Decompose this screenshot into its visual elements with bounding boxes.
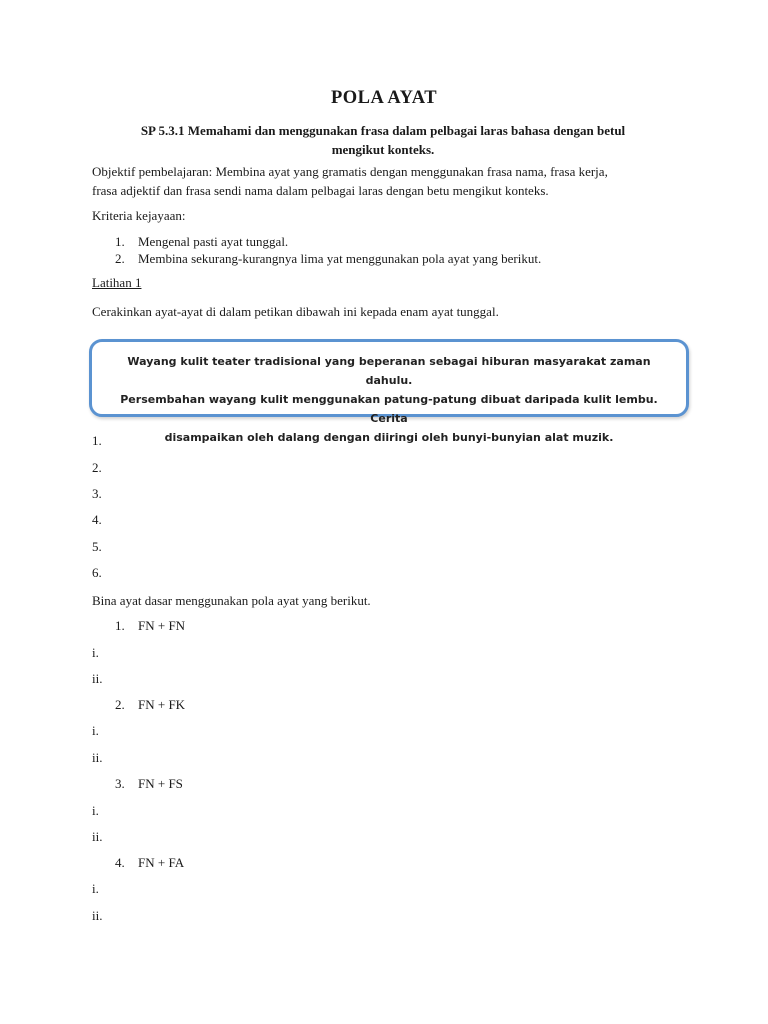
roman-numeral: i.	[92, 881, 99, 896]
roman-numeral: i.	[92, 645, 99, 660]
answer-line-number: 2.	[92, 460, 102, 475]
passage-text	[110, 352, 668, 447]
roman-numeral: i.	[92, 803, 99, 818]
roman-numeral: ii.	[92, 908, 103, 923]
sp-line-2: mengikut konteks.	[331, 142, 435, 157]
roman-numeral: i.	[92, 723, 99, 738]
instruction-bina-ayat: Bina ayat dasar menggunakan pola ayat yang berikut.	[92, 593, 371, 608]
passage-box	[89, 339, 689, 444]
pattern-number: 3.	[115, 776, 125, 791]
criteria-text: Membina sekurang-kurangnya lima yat menggunakan pola ayat yang berikut.	[138, 251, 542, 266]
pattern-label: FN + FS	[138, 776, 183, 791]
roman-numeral: ii.	[92, 829, 103, 844]
sp-line-1: SP 5.3.1 Memahami dan menggunakan frasa dalam pelbagai laras bahasa dengan betul	[140, 123, 626, 138]
criteria-text: Mengenal pasti ayat tunggal.	[138, 234, 289, 249]
kriteria-label: Kriteria kejayaan:	[92, 208, 186, 223]
answer-line-number: 1.	[92, 433, 102, 448]
pattern-label: FN + FK	[138, 697, 186, 712]
criteria-number: 2.	[115, 251, 125, 266]
pattern-label: FN + FA	[138, 855, 185, 870]
pattern-item	[115, 776, 183, 792]
criteria-number: 1.	[115, 234, 125, 249]
answer-line-number: 3.	[92, 486, 102, 501]
pattern-number: 4.	[115, 855, 125, 870]
roman-numeral: ii.	[92, 671, 103, 686]
objektif-line-2: frasa adjektif dan frasa sendi nama dalam pelbagai laras dengan betu mengikut konteks.	[92, 183, 549, 198]
pattern-number: 1.	[115, 618, 125, 633]
latihan-heading: Latihan 1	[92, 275, 142, 290]
roman-numeral: ii.	[92, 750, 103, 765]
instruction-cerakinkan: Cerakinkan ayat-ayat di dalam petikan dibawah ini kepada enam ayat tunggal.	[92, 304, 499, 319]
objektif-pembelajaran	[92, 162, 682, 200]
standard-pembelajaran	[100, 121, 666, 159]
pattern-number: 2.	[115, 697, 125, 712]
answer-line-number: 4.	[92, 512, 102, 527]
passage-line: Wayang kulit teater tradisional yang beperanan sebagai hiburan masyarakat zaman dahulu.	[127, 355, 651, 387]
page-title: POLA AYAT	[330, 88, 438, 108]
criteria-item	[115, 249, 541, 268]
objektif-line-1: Objektif pembelajaran: Membina ayat yang gramatis dengan menggunakan frasa nama, frasa kerja,	[92, 164, 608, 179]
passage-line: disampaikan oleh dalang dengan diiringi oleh bunyi-bunyian alat muzik.	[164, 431, 614, 444]
pattern-item	[115, 618, 185, 634]
answer-line-number: 5.	[92, 539, 102, 554]
answer-line-number: 6.	[92, 565, 102, 580]
pattern-label: FN + FN	[138, 618, 186, 633]
pattern-item	[115, 855, 184, 871]
passage-line: Persembahan wayang kulit menggunakan patung-patung dibuat daripada kulit lembu. Cerita	[120, 393, 658, 425]
pattern-item	[115, 697, 185, 713]
